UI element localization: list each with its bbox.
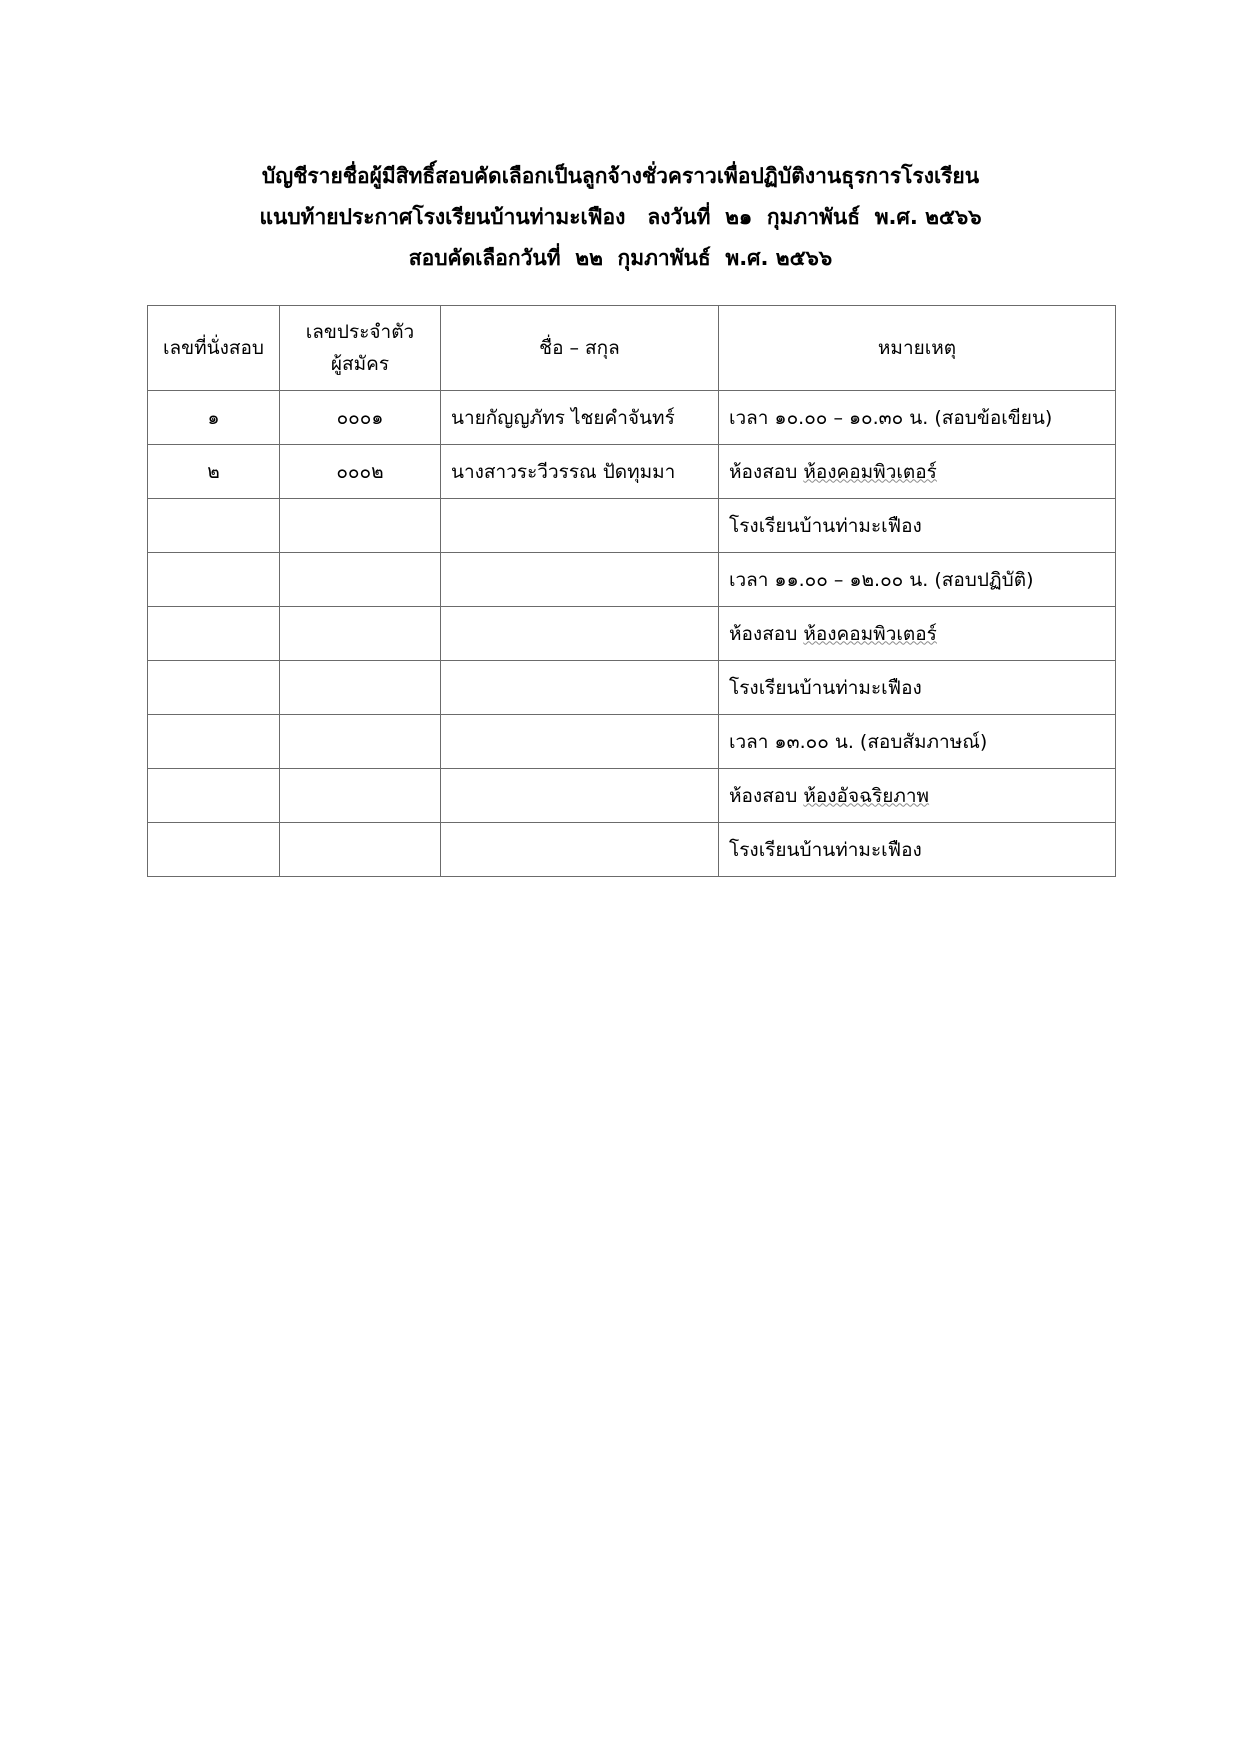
table-row — [148, 661, 1116, 715]
cell-name: นางสาวระวีวรรณ ปัดทุมมา — [441, 445, 719, 499]
title-line-1: บัญชีรายชื่อผู้มีสิทธิ์สอบคัดเลือกเป็นลูกจ้างชั่วคราวเพื่อปฏิบัติงานธุรการโรงเรียน — [261, 164, 980, 188]
remark-room: ห้องคอมพิวเตอร์ — [803, 622, 937, 645]
cell-applicant-id — [280, 769, 441, 823]
table-row — [148, 445, 1116, 499]
cell-seat-no — [148, 661, 280, 715]
cell-remark — [719, 553, 1116, 607]
cell-seat-no — [148, 715, 280, 769]
header-remark: หมายเหตุ — [719, 306, 1116, 391]
cell-seat-no: ๑ — [148, 391, 280, 445]
remark-text: โรงเรียนบ้านท่ามะเฟือง — [729, 514, 922, 537]
title-line-2: แนบท้ายประกาศโรงเรียนบ้านท่ามะเฟือง ลงวันที่ ๒๑ กุมภาพันธ์ พ.ศ. ๒๕๖๖ — [259, 205, 982, 229]
table-row — [148, 499, 1116, 553]
cell-remark — [719, 607, 1116, 661]
remark-text: เวลา ๑๐.๐๐ – ๑๐.๓๐ น. (สอบข้อเขียน) — [729, 406, 1053, 429]
header-applicant-id-line2: ผู้สมัคร — [330, 353, 390, 375]
table-row — [148, 823, 1116, 877]
cell-applicant-id: ๐๐๐๒ — [280, 445, 441, 499]
cell-applicant-id: ๐๐๐๑ — [280, 391, 441, 445]
cell-seat-no — [148, 607, 280, 661]
remark-text: ห้องสอบ — [729, 460, 804, 483]
cell-remark — [719, 661, 1116, 715]
remark-text: โรงเรียนบ้านท่ามะเฟือง — [729, 676, 922, 699]
header-name: ชื่อ – สกุล — [441, 306, 719, 391]
cell-remark — [719, 769, 1116, 823]
header-applicant-id-line1: เลขประจำตัว — [305, 321, 415, 343]
cell-name: นายกัญญภัทร ไชยคำจันทร์ — [441, 391, 719, 445]
header-applicant-id — [280, 306, 441, 391]
cell-name — [441, 823, 719, 877]
cell-name — [441, 499, 719, 553]
cell-applicant-id — [280, 823, 441, 877]
table-row — [148, 553, 1116, 607]
remark-room: ห้องคอมพิวเตอร์ — [803, 460, 937, 483]
table-row — [148, 769, 1116, 823]
remark-room: ห้องอัจฉริยภาพ — [803, 784, 930, 807]
cell-name — [441, 607, 719, 661]
cell-remark — [719, 823, 1116, 877]
cell-seat-no — [148, 823, 280, 877]
cell-seat-no — [148, 499, 280, 553]
cell-seat-no — [148, 553, 280, 607]
cell-remark — [719, 445, 1116, 499]
cell-seat-no — [148, 769, 280, 823]
cell-seat-no: ๒ — [148, 445, 280, 499]
cell-applicant-id — [280, 607, 441, 661]
cell-name — [441, 715, 719, 769]
table-row — [148, 391, 1116, 445]
cell-name — [441, 553, 719, 607]
remark-text: โรงเรียนบ้านท่ามะเฟือง — [729, 838, 922, 861]
cell-name — [441, 769, 719, 823]
cell-applicant-id — [280, 553, 441, 607]
table-row — [148, 715, 1116, 769]
table-row — [148, 607, 1116, 661]
remark-text: ห้องสอบ — [729, 784, 804, 807]
cell-name — [441, 661, 719, 715]
title-line-3: สอบคัดเลือกวันที่ ๒๒ กุมภาพันธ์ พ.ศ. ๒๕๖๖ — [408, 246, 833, 270]
cell-applicant-id — [280, 661, 441, 715]
document-title — [0, 156, 1241, 279]
cell-applicant-id — [280, 715, 441, 769]
remark-text: เวลา ๑๓.๐๐ น. (สอบสัมภาษณ์) — [729, 730, 988, 753]
candidate-table — [147, 305, 1116, 877]
cell-remark — [719, 391, 1116, 445]
cell-remark — [719, 499, 1116, 553]
header-seat-no: เลขที่นั่งสอบ — [148, 306, 280, 391]
cell-remark — [719, 715, 1116, 769]
remark-text: ห้องสอบ — [729, 622, 804, 645]
cell-applicant-id — [280, 499, 441, 553]
remark-text: เวลา ๑๑.๐๐ – ๑๒.๐๐ น. (สอบปฏิบัติ) — [729, 568, 1034, 591]
table-header-row — [148, 306, 1116, 391]
